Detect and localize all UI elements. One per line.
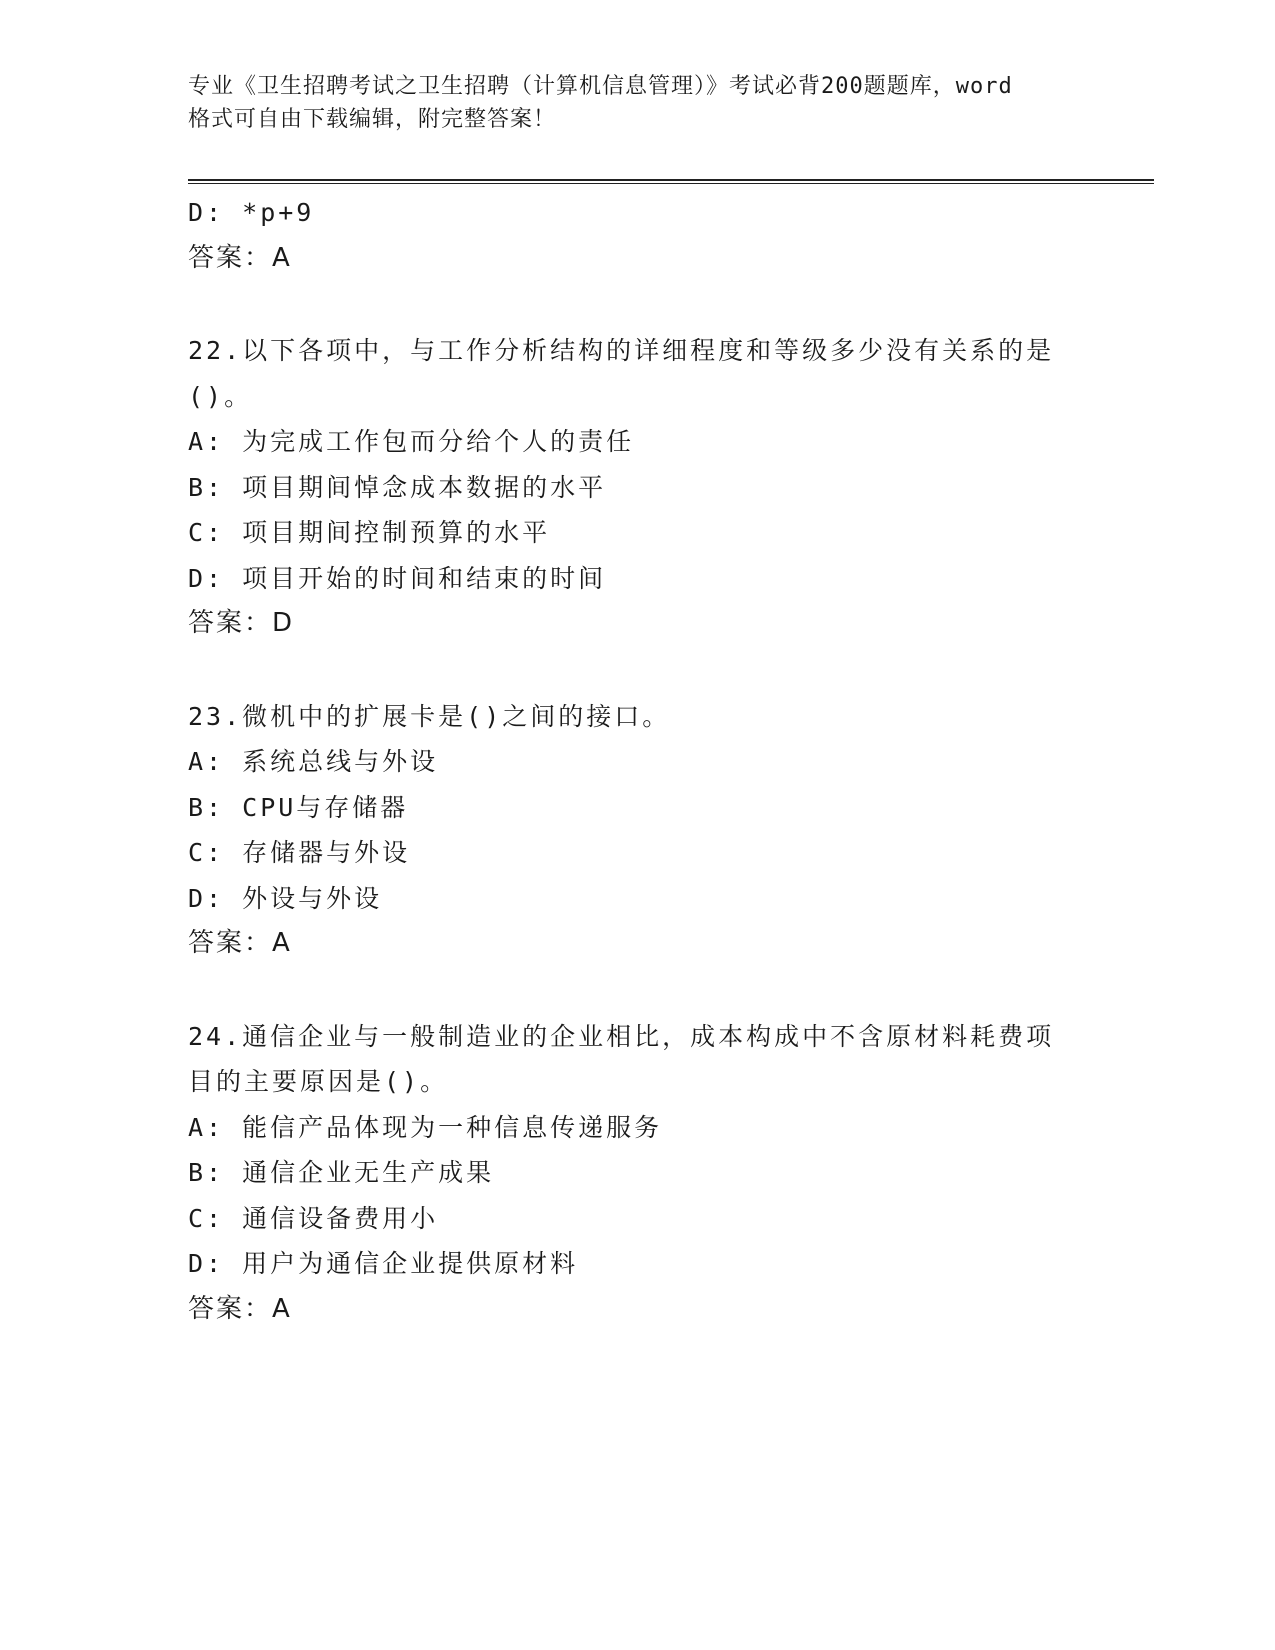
option-b: B: 通信企业无生产成果: [188, 1158, 495, 1187]
question-stem-line-2: ()。: [188, 381, 253, 411]
option-d: D: 用户为通信企业提供原材料: [188, 1249, 579, 1278]
question-stem-line-1: 24.通信企业与一般制造业的企业相比，成本构成中不含原材料耗费项: [188, 1021, 1055, 1051]
previous-question-tail: [188, 190, 1108, 281]
option-d: D: 项目开始的时间和结束的时间: [188, 563, 607, 593]
spacer: [188, 647, 1108, 694]
question-24: [188, 1014, 1108, 1333]
spacer: [188, 967, 1108, 1014]
question-stem-line-1: 22.以下各项中，与工作分析结构的详细程度和等级多少没有关系的是: [188, 336, 1055, 365]
header-title-line-1: 专业《卫生招聘考试之卫生招聘（计算机信息管理）》考试必背200题题库，word: [188, 74, 1013, 99]
header-title-line-2: 格式可自由下载编辑，附完整答案！: [188, 107, 557, 132]
option-a: A: 系统总线与外设: [188, 747, 439, 776]
page-header: [188, 70, 1108, 136]
option-a: A: 能信产品体现为一种信息传递服务: [188, 1112, 663, 1142]
option-c: C: 项目期间控制预算的水平: [188, 518, 551, 547]
question-stem-line-2: 目的主要原因是()。: [188, 1067, 449, 1096]
answer-line: 答案：A: [188, 1293, 292, 1324]
header-divider-thick: [188, 179, 1154, 181]
option-b: B: CPU与存储器: [188, 792, 409, 822]
answer-line: 答案：D: [188, 608, 295, 638]
header-divider-thin: [188, 183, 1154, 184]
answer-line: 答案：A: [188, 928, 292, 958]
option-a: A: 为完成工作包而分给个人的责任: [188, 427, 635, 456]
option-b: B: 项目期间悼念成本数据的水平: [188, 472, 607, 502]
question-23: [188, 694, 1108, 967]
spacer: [188, 281, 1108, 328]
question-content: [188, 190, 1108, 1332]
option-d: D: *p+9: [188, 198, 315, 227]
question-22: [188, 328, 1108, 647]
option-c: C: 通信设备费用小: [188, 1203, 439, 1233]
option-d: D: 外设与外设: [188, 883, 383, 913]
option-c: C: 存储器与外设: [188, 838, 411, 867]
question-stem-line-1: 23.微机中的扩展卡是()之间的接口。: [188, 701, 671, 731]
answer-line: 答案：A: [188, 242, 292, 273]
